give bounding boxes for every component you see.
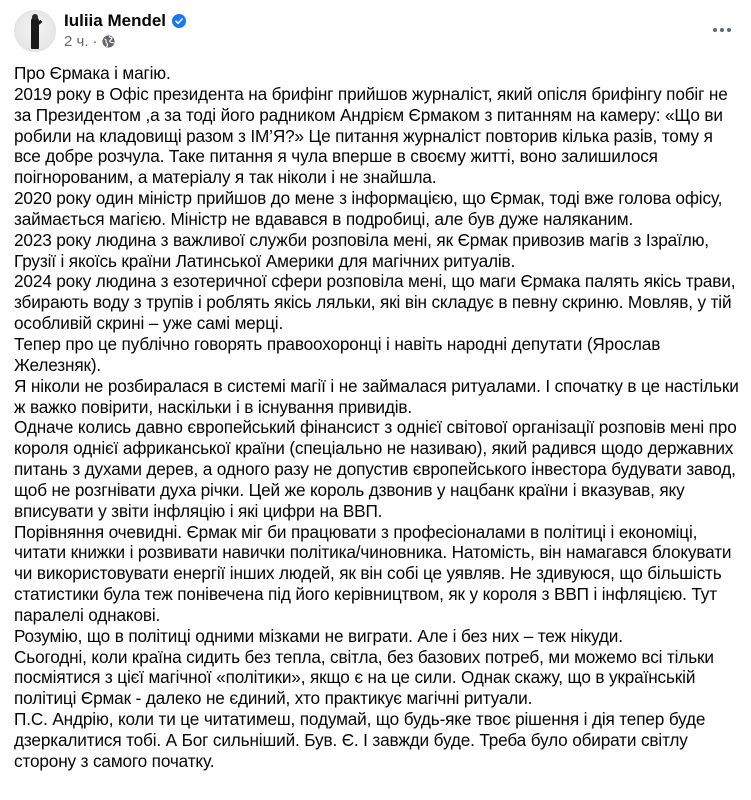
globe-icon[interactable]	[102, 35, 115, 48]
post-paragraph: Я ніколи не розбиралася в системі магії і не займалася ритуалами. І спочатку в це настільки ж важко повірити, наскільки і в існування привидів.	[14, 375, 739, 417]
post-header	[0, 0, 751, 60]
post-paragraph: Розумію, що в політиці одними мізками не виграти. Але і без них – теж нікуди.	[14, 625, 623, 646]
post-text	[14, 63, 739, 772]
post-options-button[interactable]	[708, 22, 736, 38]
post-paragraph-title: Про Єрмака і магію.	[14, 63, 171, 83]
meta-separator: ·	[92, 33, 98, 50]
post-paragraph: 2019 року в Офіс президента на брифінг прийшов журналіст, який опісля брифінгу побіг не за Президентом ,а за тодi його радником Андрієм Єрмаком з питанням на камеру: «Що ви робили на кладовищі разом з IM’Я?» Це питання журналіст повторив кілька разів, тому я все добре розчула. Таке питання я чула вперше в своєму житті, воно залишилося поігнорованим, а матеріалу я так ніколи і не знайшла.	[14, 83, 728, 188]
post-paragraph: Одначе колись давно європейський фінансист з однієї світової організації розповів мені про короля однієї африканської країни (спеціально не називаю), який радився щодо державних питань з духами дерев, а одного разу не допустив європейського інвестора будувати завод, щоб не розгнівати духа річки. Цей же король дзвонив у нацбанк країни і вказував, яку вписувати у звіти інфляцію і які цифри на ВВП.	[14, 417, 737, 521]
verified-badge-icon	[172, 14, 186, 28]
author-name[interactable]	[64, 11, 186, 31]
post-paragraph-ps: П.С. Андрію, коли ти це читатимеш, подумай, що будь-яке твоє рішення і дія тепер буде дзеркалитися тобі. А Бог сильніший. Був. Є. І завжди буде. Треба було обирати світлу сторону з самого початку.	[14, 709, 706, 771]
post-timestamp[interactable]: 2 ч.	[64, 33, 89, 50]
avatar[interactable]	[14, 10, 56, 52]
more-dot-icon	[720, 28, 724, 32]
post-meta	[64, 33, 115, 50]
post-paragraph: 2024 року людина з езотеричної сфери розповіла мені, що маги Єрмака палять якісь трави, збирають воду з трупів і роблять якісь ляльки, які він складує в певну скриню. Мовляв, у тій особливій скрині – уже самі мерці.	[14, 271, 736, 334]
post-paragraph: Тепер про це публічно говорять правоохоронці і навіть народні депутати (Ярослав Железняк).	[14, 333, 661, 375]
post-paragraph: 2020 року один міністр прийшов до мене з інформацією, що Єрмак, тоді вже голова офісу, займається магією. Міністр не вдавався в подробиці, але був дуже наляканим.	[14, 188, 723, 229]
avatar-person-icon	[31, 17, 39, 49]
post-paragraph: Порівняння очевидні. Єрмак міг би працювати з професіоналами в політиці і економіці, читати книжки і розвивати навички політика/чиновника. Натомість, він намагався блокувати чи використовувати енергії інших людей, як він собі це уявляв. Не здивуюся, що більшість статистики була теж понівечена під його керівництвом, як у короля з ВВП і інфляцією. Тут паралелі однакові.	[14, 521, 732, 625]
more-dot-icon	[727, 28, 731, 32]
author-name-label[interactable]: Iuliia Mendel	[64, 11, 167, 30]
post-paragraph: 2023 року людина з важливої служби розповіла мені, як Єрмак привозив магів з Ізраїлю, Грузії і якоїсь країни Латинської Америки для магічних ритуалів.	[14, 229, 709, 271]
post-paragraph: Сьогодні, коли країна сидить без тепла, світла, без базових потреб, ми можемо всі тільки посміятися з цієї магічної «політики», якщо є на це сили. Однак скажу, що в українській політиці Єрмак - далеко не єдиний, хто практикує магічні ритуали.	[14, 646, 714, 709]
more-dot-icon	[713, 28, 717, 32]
